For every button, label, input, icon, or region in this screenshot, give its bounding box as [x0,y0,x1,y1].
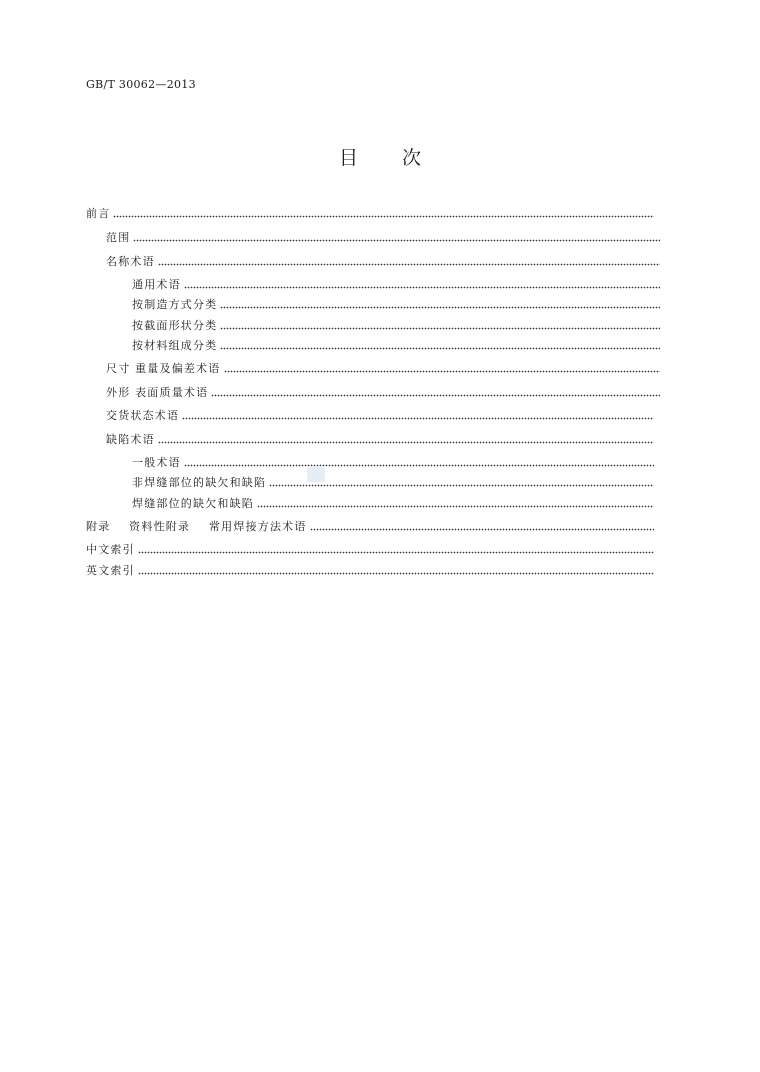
dot-leader [220,346,660,350]
toc-entry-label: 外形 表面质量术语 [106,386,209,399]
toc-entry-chinese-index[interactable] [86,543,654,557]
toc-entry-by-manufacturing[interactable] [132,298,660,312]
dot-leader [224,369,661,373]
toc-entry-foreword[interactable] [86,207,654,221]
toc-entry-dimension-terms[interactable] [106,362,660,376]
toc-entry-delivery-terms[interactable] [106,409,654,423]
toc-entry-scope[interactable] [106,231,660,245]
toc-entry-weld-defects[interactable] [132,497,654,511]
toc-entry-general-defect-terms[interactable] [132,456,654,470]
dot-leader [184,463,654,467]
toc-entry-label: 按制造方式分类 [132,298,218,311]
toc-entry-label: 前言 [86,207,111,220]
toc-entry-surface-quality-terms[interactable] [106,386,660,400]
toc-entry-label: 中文索引 [86,543,135,556]
toc-entry-by-material[interactable] [132,339,660,353]
toc-entry-label: 名称术语 [106,255,155,268]
toc-entry-label: 英文索引 [86,564,135,577]
toc-title-left: 目 [338,147,358,169]
toc-entry-label: 按截面形状分类 [132,319,218,332]
toc-entry-label: 缺陷术语 [106,433,155,446]
toc-entry-label: 焊缝部位的缺欠和缺陷 [132,497,254,510]
toc-entry-general-terms[interactable] [132,278,660,292]
toc-entry-label: 非焊缝部位的缺欠和缺陷 [132,476,267,489]
toc-entry-label: 一般术语 [132,456,181,469]
dot-leader [211,393,660,397]
standard-code: GB/T 30062—2013 [86,78,196,91]
dot-leader [138,571,654,575]
toc-title-right: 次 [402,147,422,169]
toc-entry-label: 通用术语 [132,278,181,291]
toc-entry-name-terms[interactable] [106,255,660,269]
dot-leader [182,416,654,420]
dot-leader [158,262,660,266]
dot-leader [113,214,654,218]
toc-entry-defect-terms[interactable] [106,433,654,447]
toc-entry-label: 按材料组成分类 [132,339,218,352]
toc-entry-label: 交货状态术语 [106,409,180,422]
dot-leader [269,483,654,487]
toc-entry-label: 范围 [106,231,131,244]
dot-leader [158,440,654,444]
toc-entry-by-section-shape[interactable] [132,319,660,333]
dot-leader [138,550,654,554]
dot-leader [220,326,660,330]
toc-entry-label: 尺寸 重量及偏差术语 [106,362,221,375]
toc-entry-appendix[interactable] [86,520,654,534]
dot-leader [133,238,660,242]
dot-leader [220,305,660,309]
watermark-mark [307,466,325,482]
dot-leader [257,504,654,508]
toc-entry-label: 附录 资料性附录 常用焊接方法术语 [86,520,307,533]
dot-leader [184,285,660,289]
dot-leader [310,527,654,531]
toc-entry-english-index[interactable] [86,564,654,578]
toc-title [0,143,760,170]
toc-entry-non-weld-defects[interactable] [132,476,654,490]
